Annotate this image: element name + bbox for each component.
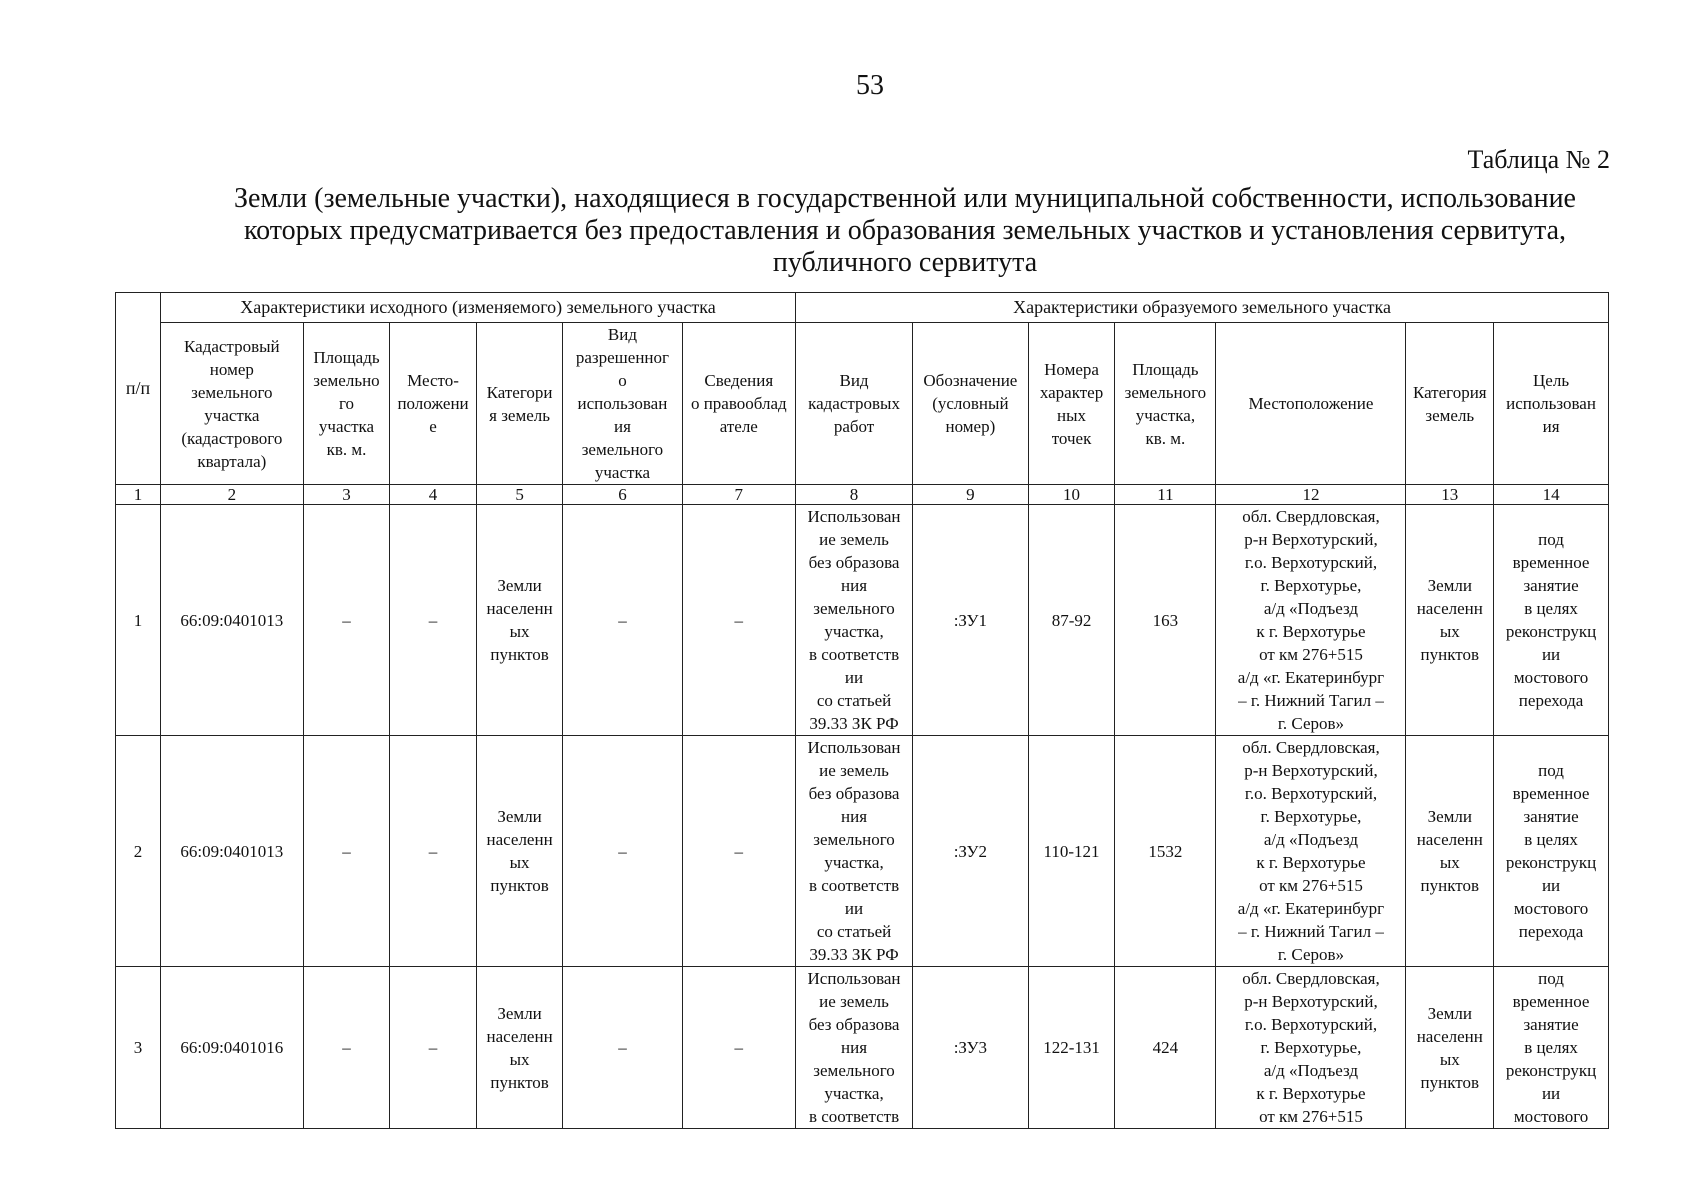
column-number: 12 bbox=[1216, 485, 1406, 505]
header-formed-category: Категория земель bbox=[1406, 323, 1494, 485]
formed-location-cell: обл. Свердловская, р-н Верхотурский, г.о. Верхотурский, г. Верхотурье, а/д «Подъезд к г. Верхотурье от км 276+515 bbox=[1216, 967, 1406, 1129]
row-number: 2 bbox=[116, 736, 161, 967]
owner-info-cell: – bbox=[682, 505, 796, 736]
cadastral-number-cell: 66:09:0401013 bbox=[160, 505, 303, 736]
header-source-area: Площадь земельно го участка кв. м. bbox=[303, 323, 390, 485]
permitted-use-cell: – bbox=[563, 505, 682, 736]
column-number: 13 bbox=[1406, 485, 1494, 505]
designation-cell: :ЗУ2 bbox=[912, 736, 1028, 967]
header-point-numbers: Номера характер ных точек bbox=[1028, 323, 1115, 485]
header-pp: п/п bbox=[116, 293, 161, 485]
formed-area-cell: 1532 bbox=[1115, 736, 1216, 967]
formed-area-cell: 163 bbox=[1115, 505, 1216, 736]
column-number: 10 bbox=[1028, 485, 1115, 505]
header-columns-row bbox=[116, 323, 1609, 485]
cadastral-works-cell: Использован ие земель без образова ния земельного участка, в соответств ии со статьей 39.33 ЗК РФ bbox=[796, 736, 913, 967]
header-owner-info: Сведения о правооблад ателе bbox=[682, 323, 796, 485]
column-number: 2 bbox=[160, 485, 303, 505]
header-group-source: Характеристики исходного (изменяемого) земельного участка bbox=[160, 293, 795, 323]
purpose-cell: под временное занятие в целях реконструкц ии мостового перехода bbox=[1494, 505, 1609, 736]
formed-location-cell: обл. Свердловская, р-н Верхотурский, г.о. Верхотурский, г. Верхотурье, а/д «Подъезд к г. Верхотурье от км 276+515 а/д «г. Екатеринбург – г. Нижний Тагил – г. Серов» bbox=[1216, 736, 1406, 967]
source-area-cell: – bbox=[303, 967, 390, 1129]
header-numbers-row bbox=[116, 485, 1609, 505]
source-area-cell: – bbox=[303, 736, 390, 967]
source-category-cell: Земли населенн ых пунктов bbox=[476, 505, 563, 736]
header-formed-location: Местоположение bbox=[1216, 323, 1406, 485]
cadastral-works-cell: Использован ие земель без образова ния земельного участка, в соответств bbox=[796, 967, 913, 1129]
cadastral-number-cell: 66:09:0401016 bbox=[160, 967, 303, 1129]
table-row bbox=[116, 967, 1609, 1129]
header-permitted-use: Вид разрешенног о использован ия земельного участка bbox=[563, 323, 682, 485]
header-cadastral-number: Кадастровый номер земельного участка (кадастрового квартала) bbox=[160, 323, 303, 485]
header-group-row bbox=[116, 293, 1609, 323]
column-number: 1 bbox=[116, 485, 161, 505]
source-category-cell: Земли населенн ых пунктов bbox=[476, 736, 563, 967]
header-source-location: Место- положени е bbox=[390, 323, 477, 485]
point-numbers-cell: 110-121 bbox=[1028, 736, 1115, 967]
point-numbers-cell: 87-92 bbox=[1028, 505, 1115, 736]
source-location-cell: – bbox=[390, 505, 477, 736]
permitted-use-cell: – bbox=[563, 967, 682, 1129]
header-group-formed: Характеристики образуемого земельного участка bbox=[796, 293, 1609, 323]
table-label: Таблица № 2 bbox=[1467, 145, 1610, 174]
column-number: 14 bbox=[1494, 485, 1609, 505]
table-title: Земли (земельные участки), находящиеся в государственной или муниципальной собственности, использование которых предусматривается без предоставления и образования земельных участков и установления сервитута, публичного сервитута bbox=[233, 183, 1576, 278]
formed-area-cell: 424 bbox=[1115, 967, 1216, 1129]
header-designation: Обозначение (условный номер) bbox=[912, 323, 1028, 485]
column-number: 3 bbox=[303, 485, 390, 505]
cadastral-number-cell: 66:09:0401013 bbox=[160, 736, 303, 967]
column-number: 6 bbox=[563, 485, 682, 505]
column-number: 7 bbox=[682, 485, 796, 505]
table-row bbox=[116, 736, 1609, 967]
page-number: 53 bbox=[856, 70, 884, 101]
header-source-category: Категори я земель bbox=[476, 323, 563, 485]
column-number: 9 bbox=[912, 485, 1028, 505]
header-purpose: Цель использован ия bbox=[1494, 323, 1609, 485]
purpose-cell: под временное занятие в целях реконструкц ии мостового bbox=[1494, 967, 1609, 1129]
designation-cell: :ЗУ1 bbox=[912, 505, 1028, 736]
owner-info-cell: – bbox=[682, 967, 796, 1129]
column-number: 8 bbox=[796, 485, 913, 505]
source-area-cell: – bbox=[303, 505, 390, 736]
formed-location-cell: обл. Свердловская, р-н Верхотурский, г.о. Верхотурский, г. Верхотурье, а/д «Подъезд к г. Верхотурье от км 276+515 а/д «г. Екатеринбург – г. Нижний Тагил – г. Серов» bbox=[1216, 505, 1406, 736]
formed-category-cell: Земли населенн ых пунктов bbox=[1406, 967, 1494, 1129]
row-number: 3 bbox=[116, 967, 161, 1129]
column-number: 11 bbox=[1115, 485, 1216, 505]
formed-category-cell: Земли населенн ых пунктов bbox=[1406, 736, 1494, 967]
permitted-use-cell: – bbox=[563, 736, 682, 967]
source-category-cell: Земли населенн ых пунктов bbox=[476, 967, 563, 1129]
column-number: 4 bbox=[390, 485, 477, 505]
formed-category-cell: Земли населенн ых пунктов bbox=[1406, 505, 1494, 736]
header-formed-area: Площадь земельного участка, кв. м. bbox=[1115, 323, 1216, 485]
row-number: 1 bbox=[116, 505, 161, 736]
source-location-cell: – bbox=[390, 967, 477, 1129]
table-row bbox=[116, 505, 1609, 736]
column-number: 5 bbox=[476, 485, 563, 505]
cadastral-works-cell: Использован ие земель без образова ния земельного участка, в соответств ии со статьей 39.33 ЗК РФ bbox=[796, 505, 913, 736]
owner-info-cell: – bbox=[682, 736, 796, 967]
point-numbers-cell: 122-131 bbox=[1028, 967, 1115, 1129]
purpose-cell: под временное занятие в целях реконструкц ии мостового перехода bbox=[1494, 736, 1609, 967]
land-plots-table bbox=[115, 292, 1609, 1129]
source-location-cell: – bbox=[390, 736, 477, 967]
designation-cell: :ЗУ3 bbox=[912, 967, 1028, 1129]
header-cadastral-works: Вид кадастровых работ bbox=[796, 323, 913, 485]
